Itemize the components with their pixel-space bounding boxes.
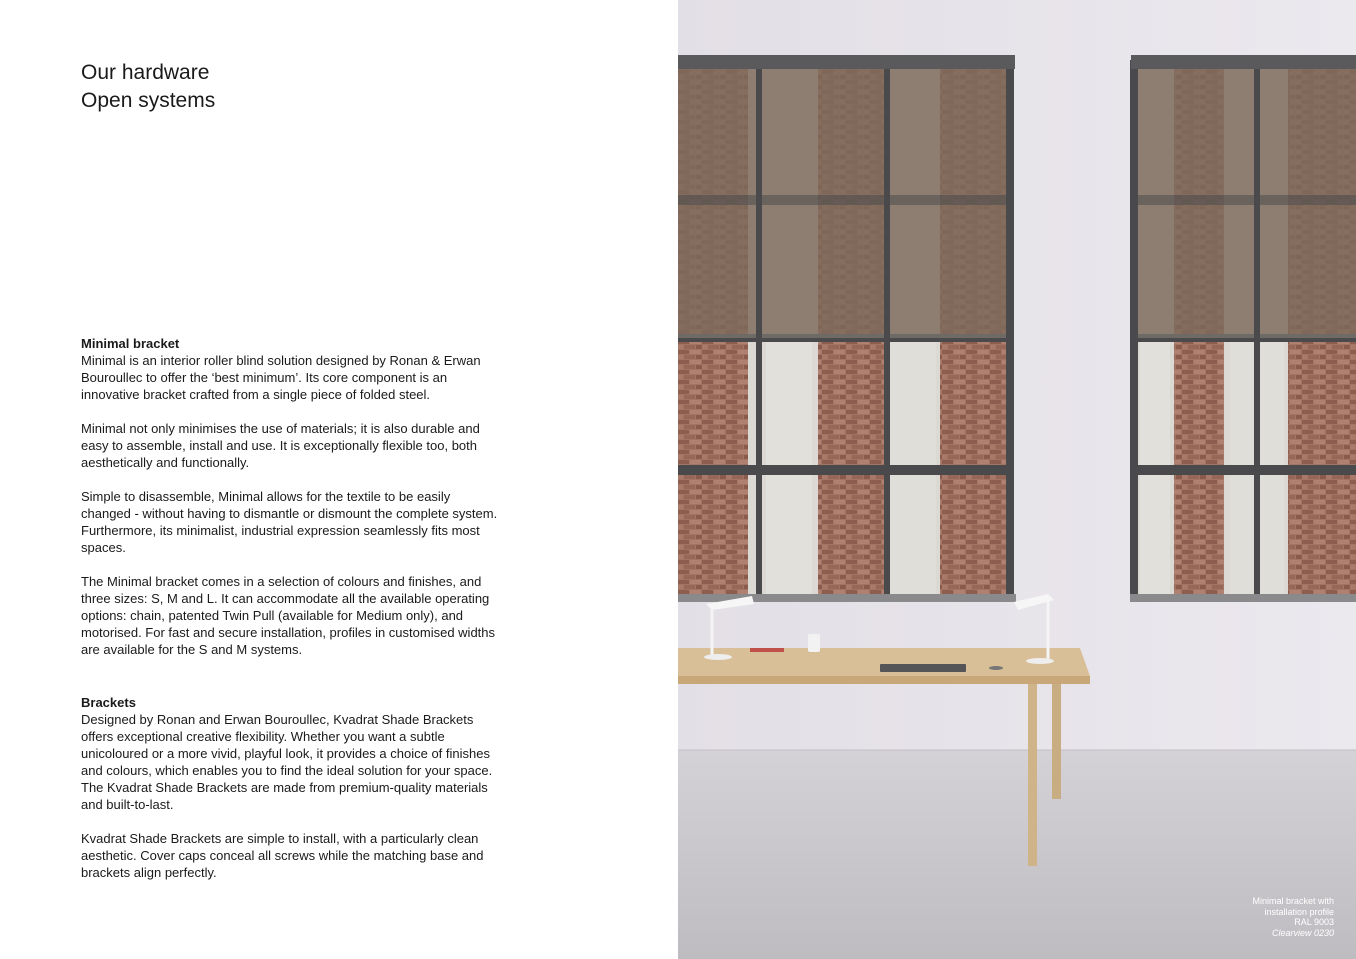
title-line-1: Our hardware (81, 61, 210, 84)
photo-page (678, 0, 1356, 959)
right-window (1130, 55, 1356, 602)
minimal-paragraph-2: Minimal not only minimises the use of materials; it is also durable and easy to assemble, install and use. It is exceptionally flexible too, both aesthetically and functionally. (81, 421, 480, 470)
caption-line-3: RAL 9003 (1294, 917, 1334, 927)
brackets-heading: Brackets (81, 695, 136, 710)
brackets-paragraph-2: Kvadrat Shade Brackets are simple to install, with a particularly clean aesthetic. Cover caps conceal all screws while the matching base and brackets align perfectly. (81, 831, 484, 880)
title-line-2: Open systems (81, 89, 216, 112)
left-headrail (678, 55, 1015, 69)
caption-line-2: installation profile (1264, 906, 1334, 917)
minimal-paragraph-3: Simple to disassemble, Minimal allows for the textile to be easily changed - without having to dismantle or dismount the complete system. Furthermore, its minimalist, industrial expression seamlessly fits most spaces. (81, 489, 498, 555)
photo-caption (1252, 896, 1334, 938)
caption-line-4: Clearview 0230 (1271, 927, 1334, 938)
minimal-paragraph-4: The Minimal bracket comes in a selection of colours and finishes, and three sizes: S, M and L. It can accommodate all the available operating options: chain, patented Twin Pull (available for Medium only), and motorised. For fast and secure installation, profiles in customised widths are available for the S and M systems. (81, 574, 496, 657)
minimal-bracket-section (81, 335, 501, 658)
brackets-paragraph-1: Designed by Ronan and Erwan Bouroullec, Kvadrat Shade Brackets offers exceptional creative flexibility. Whether you want a subtle unicoloured or a more vivid, playful look, it provides a choice of finishes and colours, which enables you to find the ideal solution for your space. The Kvadrat Shade Brackets are made from premium-quality materials and built-to-last. (81, 712, 493, 812)
caption-line-1: Minimal bracket with (1252, 896, 1334, 906)
room-photo (678, 0, 1356, 959)
minimal-bracket-heading: Minimal bracket (81, 336, 180, 351)
laptop (880, 664, 966, 672)
brackets-section (81, 694, 501, 881)
right-headrail (1131, 55, 1356, 69)
page-title (81, 59, 215, 115)
left-window (678, 55, 1016, 602)
minimal-paragraph-1: Minimal is an interior roller blind solution designed by Ronan & Erwan Bouroullec to offer the ‘best minimum’. Its core component is an innovative bracket crafted from a single piece of folded steel. (81, 353, 481, 402)
